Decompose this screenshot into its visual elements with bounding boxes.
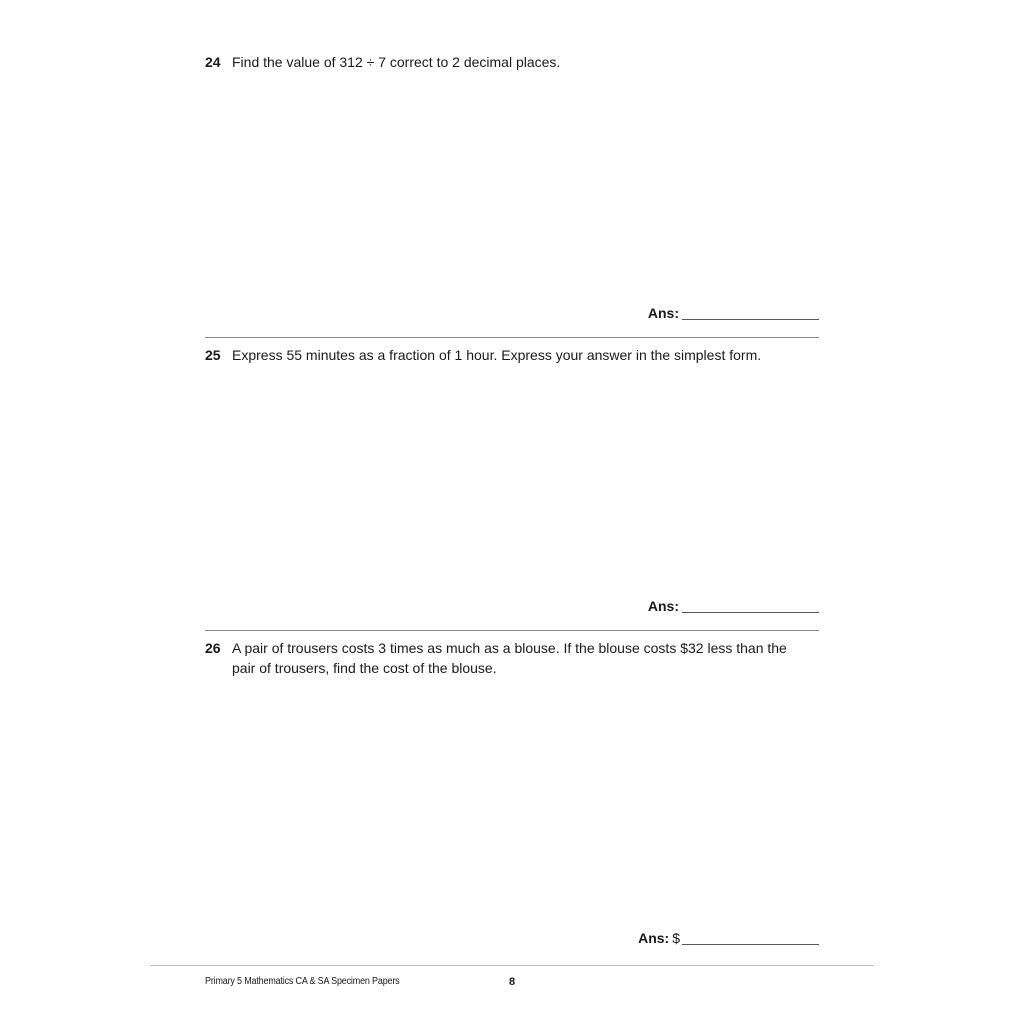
answer-25 (648, 597, 819, 615)
question-number: 24 (205, 54, 221, 70)
question-text: Express 55 minutes as a fraction of 1 hour. Express your answer in the simplest form. (232, 347, 762, 363)
question-number: 26 (205, 640, 221, 656)
question-number: 25 (205, 347, 221, 363)
answer-line[interactable] (682, 305, 819, 320)
question-text: A pair of trousers costs 3 times as much as a blouse. If the blouse costs $32 less than the pair of trousers, find the cost of the blouse. (232, 640, 787, 676)
answer-label: Ans: (638, 930, 670, 946)
answer-label: Ans: (647, 598, 679, 614)
page-number: 8 (509, 976, 516, 988)
answer-line[interactable] (682, 598, 819, 613)
answer-26 (638, 929, 819, 947)
answer-line[interactable] (682, 930, 819, 945)
footer-title: Primary 5 Mathematics CA & SA Specimen Papers (205, 976, 400, 987)
answer-24 (648, 304, 819, 322)
section-divider (205, 630, 819, 631)
answer-currency-prefix: $ (672, 930, 680, 946)
section-divider (205, 337, 819, 338)
question-text: Find the value of 312 ÷ 7 correct to 2 decimal places. (232, 54, 561, 70)
answer-label: Ans: (647, 305, 679, 321)
footer-divider (150, 965, 874, 966)
